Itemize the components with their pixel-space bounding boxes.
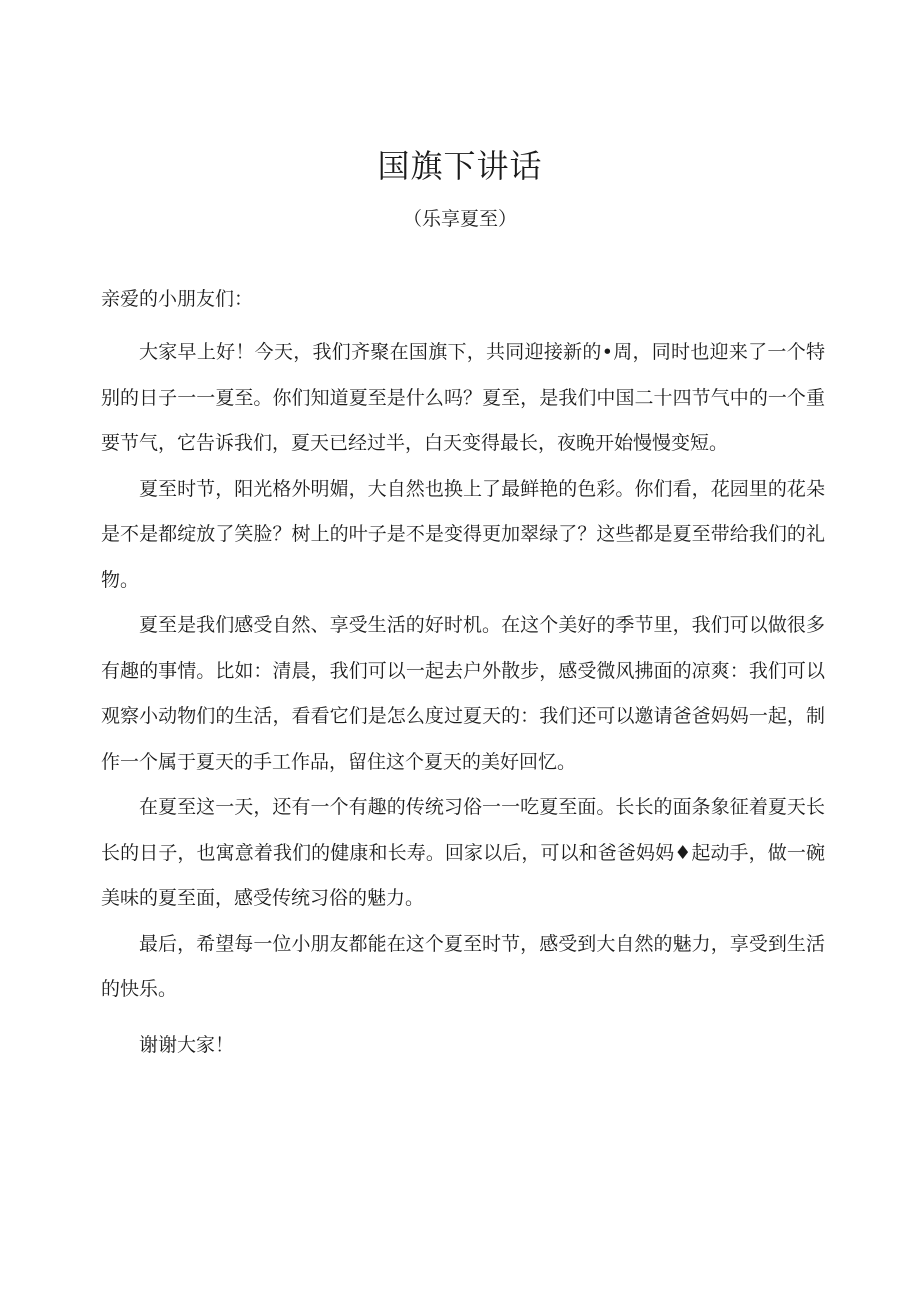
- greeting: 亲爱的小朋友们：: [101, 288, 254, 310]
- paragraph: 夏至时节，阳光格外明媚，大自然也换上了最鲜艳的色彩。你们看，花园里的花朵是不是都绽放了笑脸？树上的叶子是不是变得更加翠绿了？这些都是夏至带给我们的礼物。: [101, 477, 825, 591]
- document-title: 国旗下讲话: [377, 147, 543, 185]
- paragraph: 夏至是我们感受自然、享受生活的好时机。在这个美好的季节里，我们可以做很多有趣的事情。比如：清晨，我们可以一起去户外散步，感受微风拂面的凉爽：我们可以观察小动物们的生活，看看它们是怎么度过夏天的：我们还可以邀请爸爸妈妈一起，制作一个属于夏天的手工作品，留住这个夏天的美好回忆。: [101, 614, 825, 773]
- paragraph: 大家早上好！今天，我们齐聚在国旗下，共同迎接新的•周，同时也迎来了一个特别的日子一一夏至。你们知道夏至是什么吗？夏至，是我们中国二十四节气中的一个重要节气，它告诉我们，夏天已经过半，白天变得最长，夜晚开始慢慢变短。: [101, 341, 825, 454]
- closing-line: 谢谢大家！: [139, 1033, 235, 1056]
- paragraph: 最后，希望每一位小朋友都能在这个夏至时节，感受到大自然的魅力，享受到生活的快乐。: [101, 932, 825, 1000]
- document-subtitle: （乐享夏至）: [402, 208, 517, 230]
- speech-body: [101, 330, 825, 1068]
- paragraph: 在夏至这一天，还有一个有趣的传统习俗一一吃夏至面。长长的面条象征着夏天长长的日子，也寓意着我们的健康和长寿。回家以后，可以和爸爸妈妈♦起动手，做一碗美味的夏至面，感受传统习俗的魅力。: [101, 796, 825, 909]
